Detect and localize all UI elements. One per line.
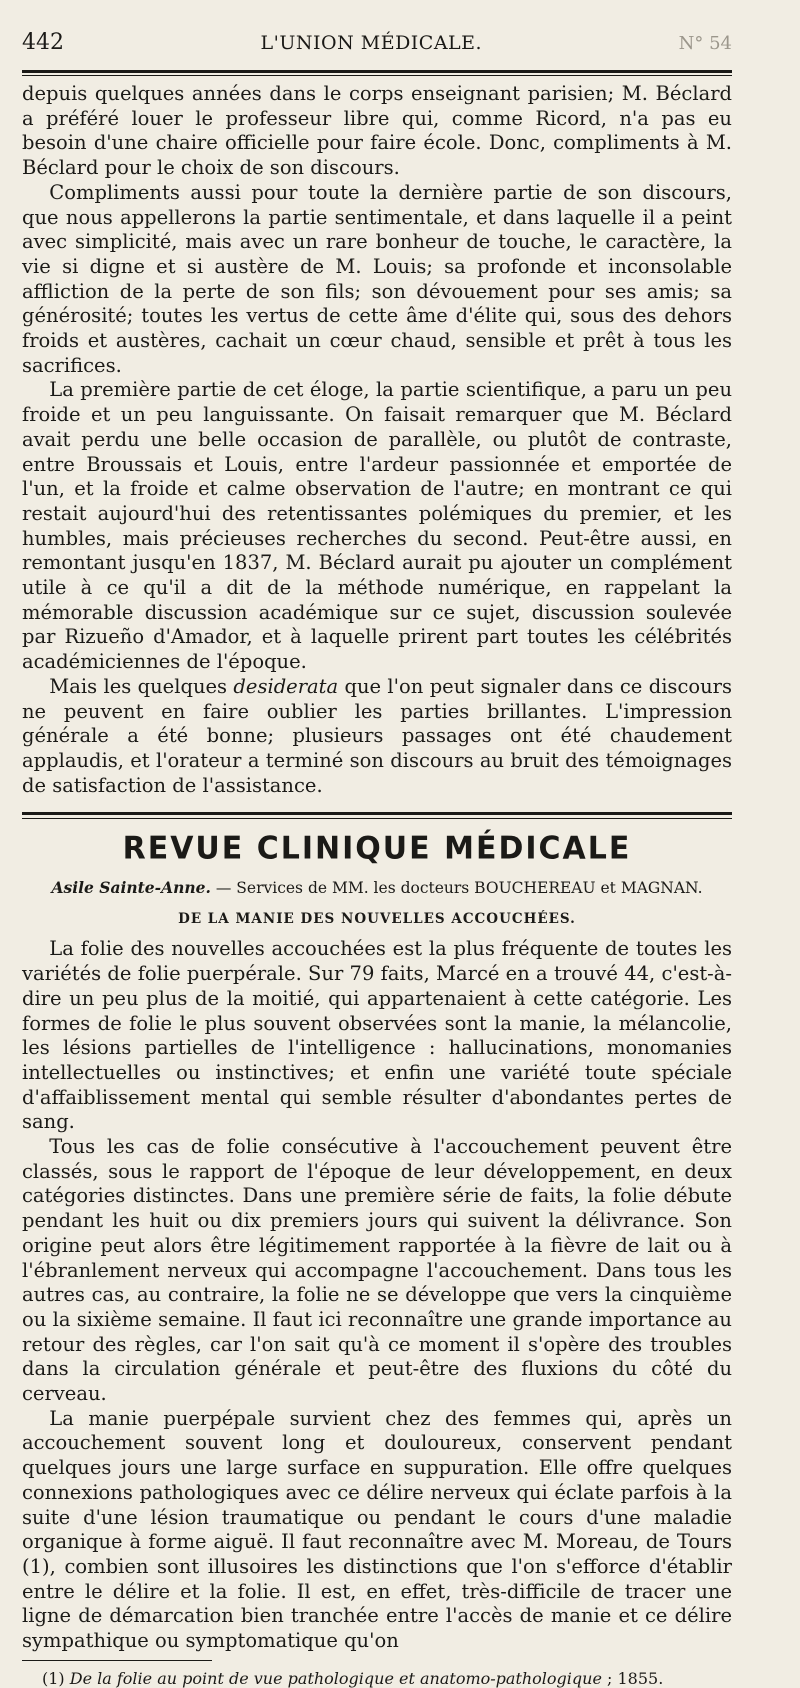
article-body [22,937,732,1653]
hospital-name: Asile Sainte-Anne. [51,878,211,898]
italic-term: desiderata [233,674,339,698]
paragraph: La manie puerpépale survient chez des femmes qui, après un accouchement souvent long et douloureux, conservent pendant quelques jours une large surface en suppuration. Elle offre quelques connexions pathologiques avec ce délire nerveux qui éclate parfois à la suite d'une lésion traumatique ou pendant le cours d'une maladie organique à forme aiguë. Il faut reconnaître avec M. Moreau, de Tours (1), combien sont illusoires les distinctions que l'on s'efforce d'établir entre le délire et la folie. Il est, en effet, très-difficile de tracer une ligne de démarcation bien tranchée entre l'accès de manie et ce délire sympathique ou symptomatique qu'on [22,1406,732,1653]
paragraph: Compliments aussi pour toute la dernière partie de son discours, que nous appellerons la partie sentimentale, et dans laquelle il a peint avec simplicité, mais avec un rare bonheur de touche, le caractère, la vie si digne et si austère de M. Louis; sa profonde et inconsolable affliction de la perte de son fils; son dévouement pour ses amis; sa générosité; toutes les vertus de cette âme d'élite qui, sous des dehors froids et austères, cachait un cœur chaud, sensible et prêt à tous les sacrifices. [22,180,732,377]
paragraph: depuis quelques années dans le corps enseignant parisien; M. Béclard a préféré louer le professeur libre qui, comme Ricord, n'a pas eu besoin d'une chaire officielle pour faire école. Donc, compliments à M. Béclard pour le choix de son discours. [22,82,732,180]
footnote-marker: (1) [42,1668,70,1688]
divider-thick [22,812,732,815]
paragraph: La folie des nouvelles accouchées est la plus fréquente de toutes les variétés de folie puerpérale. Sur 79 faits, Marcé en a trouvé 44, c'est-à-dire un peu plus de la moitié, qui appartenaient à cette catégorie. Les formes de folie le plus souvent observées sont la manie, la mélancolie, les lésions partielles de l'intelligence : hallucinations, monomanies intellectuelles ou instinctives; et enfin une variété toute spéciale d'affaiblissement mental qui semble résulter d'abondantes pertes de sang. [22,937,732,1134]
article-title: DE LA MANIE DES NOUVELLES ACCOUCHÉES. [178,911,576,928]
hospital-line [22,878,732,897]
previous-article-body [22,82,732,798]
running-head [22,30,732,66]
page-number: 442 [22,30,64,55]
footnote [22,1669,732,1688]
issue-number: N° 54 [678,33,732,54]
footnote-rule [22,1660,212,1661]
section-title: REVUE CLINIQUE MÉDICALE [122,830,632,868]
paragraph-desiderata [22,675,732,799]
text-run: que l'on peut signaler dans ce discours ne peuvent en faire oublier les parties brillantes. L'impression générale a été bonne; plusieurs passages ont été chaudement applaudis, et l'orateur a terminé son discours au bruit des témoignages de satisfaction de l'assistance. [22,674,732,797]
header-rule [22,70,732,73]
text-run: Mais les quelques [49,674,234,698]
footnote-title: De la folie au point de vue pathologique et anatomo-pathologique [69,1668,602,1688]
paragraph: La première partie de cet éloge, la partie scientifique, a paru un peu froide et un peu languissante. On faisait remarquer que M. Béclard avait perdu une belle occasion de parallèle, ou plutôt de contraste, entre Broussais et Louis, entre l'ardeur passionnée et emportée de l'un, et la froide et calme observation de l'autre; en montrant ce qui restait aujourd'hui des retentissantes polémiques du premier, et les humbles, mais précieuses recherches du second. Peut-être aussi, en remontant jusqu'en 1837, M. Béclard aurait pu ajouter un complément utile à ce qu'il a dit de la méthode numérique, en rappelant la mémorable discussion académique sur ce sujet, discussion soulevée par Rizueño d'Amador, et à laquelle prirent part toutes les célébrités académiciennes de l'époque. [22,378,732,674]
paragraph: Tous les cas de folie consécutive à l'accouchement peuvent être classés, sous le rapport de l'époque de leur développement, en deux catégories distinctes. Dans une première série de faits, la folie débute pendant les huit ou dix premiers jours qui suivent la délivrance. Son origine peut alors être légitimement rapportée à la fièvre de lait ou à l'ébranlement nerveux qui accompagne l'accouchement. Dans tous les autres cas, au contraire, la folie ne se développe que vers la cinquième ou la sixième semaine. Il faut ici reconnaître une grande importance au retour des règles, car l'on sait qu'à ce moment il s'opère des troubles dans la circulation générale et peut-être des fluxions du côté du cerveau. [22,1135,732,1406]
footnote-year: ; 1855. [601,1668,664,1688]
section-divider [22,812,732,819]
journal-title: L'UNION MÉDICALE. [260,32,483,54]
header-rule-thin [22,75,732,76]
hospital-services: — Services de MM. les docteurs BOUCHEREAU et MAGNAN. [210,879,703,898]
divider-thin [22,818,732,819]
